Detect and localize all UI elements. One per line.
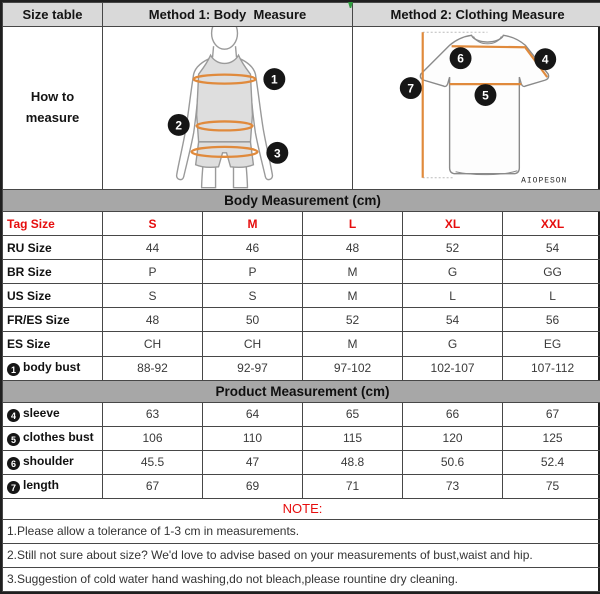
cell-value: 110 [203,426,303,450]
body-measure-diagram [103,27,352,189]
row-label [3,356,103,380]
cell-value: 75 [503,474,600,498]
body-diagram-cell [103,27,353,190]
cell-value: 102-107 [403,356,503,380]
size-col-xxl: XXL [503,212,600,236]
table-row-es-size [3,332,600,356]
cell-value: 52 [303,308,403,332]
row-label [3,426,103,450]
table-row-clothes-bust [3,426,600,450]
cell-value: 65 [303,402,403,426]
how-to-measure-line1: How to [30,89,75,105]
size-chart-table [2,2,600,592]
cell-value: 106 [103,426,203,450]
cell-value: 125 [503,426,600,450]
table-row-fres-size [3,308,600,332]
cell-value: 48 [103,308,203,332]
marker-2-label: 2 [175,118,183,133]
table-row-body-bust [3,356,600,380]
cell-value: 47 [203,450,303,474]
cell-value: 71 [303,474,403,498]
row-label: FR/ES Size [3,308,103,332]
cell-value: 120 [403,426,503,450]
row-label [3,450,103,474]
marker-6-label: 6 [457,51,464,66]
cell-value: P [203,260,303,284]
size-col-xl: XL [403,212,503,236]
marker-5-label: 5 [482,88,489,103]
cell-value: 50.6 [403,450,503,474]
marker-7-icon: 7 [7,481,20,494]
marker-4-icon: 4 [7,409,20,422]
cell-value: 45.5 [103,450,203,474]
cell-value: P [103,260,203,284]
cell-value: 67 [103,474,203,498]
row-label: RU Size [3,236,103,260]
note-text: 2.Still not sure about size? We'd love to advise based on your measurements of bust,waist and hip. [3,543,600,567]
cell-value: 67 [503,402,600,426]
cell-value: 115 [303,426,403,450]
cell-value: CH [103,332,203,356]
cell-value: EG [503,332,600,356]
table-row-shoulder [3,450,600,474]
tag-size-label: Tag Size [3,212,103,236]
body-measurement-band [3,190,600,212]
row-label: ES Size [3,332,103,356]
table-row-ru-size [3,236,600,260]
top-header-row [3,3,600,27]
cell-value: 69 [203,474,303,498]
cell-value: L [503,284,600,308]
cell-value: M [303,332,403,356]
method2-title: Method 2: Clothing Measure [353,3,600,27]
cell-value: S [203,284,303,308]
table-row-br-size [3,260,600,284]
how-to-measure-line2: measure [25,110,80,126]
row-label: BR Size [3,260,103,284]
size-col-m: M [203,212,303,236]
cell-value: 97-102 [303,356,403,380]
cell-value: M [303,284,403,308]
marker-3-label: 3 [274,146,281,161]
body-measurement-title: Body Measurement (cm) [3,190,600,212]
row-label-text: shoulder [23,453,74,468]
row-label-text: length [23,477,59,492]
cell-value: 88-92 [103,356,203,380]
how-to-measure-cell [3,27,103,190]
marker-1-icon: 1 [7,363,20,376]
marker-4-label: 4 [541,52,549,67]
note-text: 1.Please allow a tolerance of 1-3 cm in measurements. [3,519,600,543]
cell-value: 48 [303,236,403,260]
row-label: US Size [3,284,103,308]
product-measurement-title: Product Measurement (cm) [3,380,600,402]
cell-value: 54 [503,236,600,260]
size-table-title: Size table [3,3,103,27]
cell-value: 107-112 [503,356,600,380]
cell-value: L [403,284,503,308]
note-row-3 [3,567,600,591]
diagrams-row [3,27,600,190]
clothing-measure-diagram [353,27,600,189]
note-title-row [3,498,600,519]
table-row-sleeve [3,402,600,426]
table-row-length [3,474,600,498]
cell-value: 54 [403,308,503,332]
row-label-text: clothes bust [23,429,94,444]
size-col-l: L [303,212,403,236]
marker-7-label: 7 [407,81,415,96]
marker-5-icon: 5 [7,433,20,446]
cell-value: 44 [103,236,203,260]
cell-value: 73 [403,474,503,498]
cell-value: 50 [203,308,303,332]
tag-size-row [3,212,600,236]
cell-value: 92-97 [203,356,303,380]
row-label [3,474,103,498]
cell-value: 66 [403,402,503,426]
cell-value: G [403,260,503,284]
cell-value: CH [203,332,303,356]
cell-value: 46 [203,236,303,260]
brand-text: AIOPESON [521,176,568,186]
cell-value: S [103,284,203,308]
cell-value: 63 [103,402,203,426]
cell-value: 64 [203,402,303,426]
size-col-s: S [103,212,203,236]
cell-value: 52.4 [503,450,600,474]
method1-title: Method 1: Body Measure [103,3,353,27]
cell-value: 52 [403,236,503,260]
note-text: 3.Suggestion of cold water hand washing,do not bleach,please rountine dry cleaning. [3,567,600,591]
row-label-text: sleeve [23,405,60,420]
row-label [3,402,103,426]
product-measurement-band [3,380,600,402]
marker-1-label: 1 [271,72,278,87]
row-label-text: body bust [23,359,81,374]
table-row-us-size [3,284,600,308]
note-title: NOTE: [3,498,600,519]
shirt-diagram-cell [353,27,600,190]
note-row-1 [3,519,600,543]
note-row-2 [3,543,600,567]
marker-6-icon: 6 [7,457,20,470]
cell-value: 48.8 [303,450,403,474]
cell-value: 56 [503,308,600,332]
cell-value: M [303,260,403,284]
cell-value: GG [503,260,600,284]
shoulder-line [452,46,525,47]
cell-value: G [403,332,503,356]
